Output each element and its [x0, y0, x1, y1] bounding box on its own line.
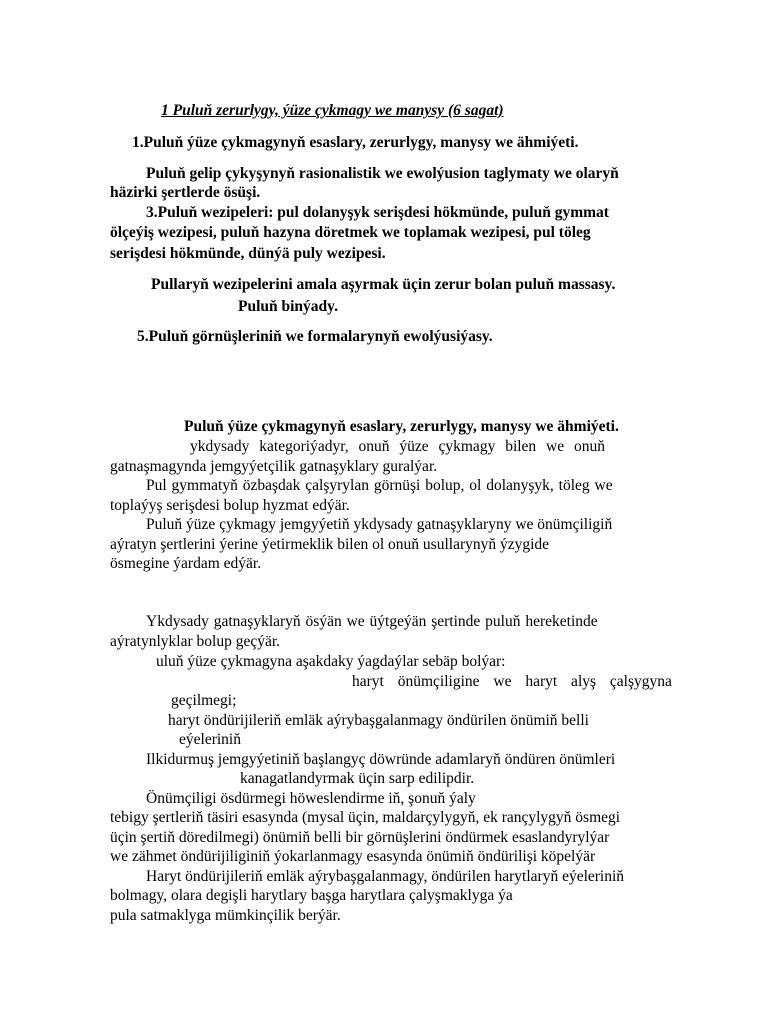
outline-item-4-line-1: Pullaryň wezipelerini amala aşyrmak üçin zerur bolan puluň massasy.	[151, 276, 616, 293]
outline-item-2-line-1	[146, 164, 712, 183]
outline-item-4-line-2: Puluň binýady.	[238, 298, 338, 315]
para-3-line-2: aýratyn şertlerini ýerine ýetirmeklik bilen ol onuň usullarynyň ýzygide	[110, 536, 550, 553]
para-3-line-1: Puluň ýüze çykmagy jemgyýetiň ykdysady gatnaşyklaryny we önümçiligiň	[146, 516, 613, 533]
para-5-line-2: haryt önümçiligine we haryt alyş çalşygyna	[352, 673, 672, 690]
para-1-line-1: ykdysady kategoriýadyr, onuň ýüze çykmagy bilen we onuň	[190, 438, 606, 455]
outline-item-5: 5.Puluň görnüşleriniň we formalarynyň ewolýusiýasy.	[137, 328, 493, 345]
outline-item-2-text-1: Puluň gelip çykyşynyň rasionalistik we ewolýusion taglymaty we olaryň	[146, 165, 619, 182]
para-8-line-1: Haryt öndürijileriň emläk aýrybaşgalanmagy, öndürilen harytlaryň eýeleriniň	[146, 868, 625, 885]
outline-item-3-line-1: 3.Puluň wezipeleri: pul dolanyşyk serişdesi hökmünde, puluň gymmat	[146, 204, 609, 221]
para-4-line-2: aýratynlyklar bolup geçýär.	[110, 633, 281, 650]
para-7-line-1: Önümçiligi ösdürmegi höweslendirme iň, şonuň ýaly	[146, 790, 476, 807]
para-2-line-2: toplaýyş serişdesi bolup hyzmat edýär.	[110, 497, 350, 514]
para-6-line-2: kanagatlandyrmak üçin sarp edilipdir.	[240, 770, 475, 787]
para-7-line-4: we zähmet öndürijiliginiň ýokarlanmagy esasynda önümiň öndürilişi köpelýär	[110, 848, 596, 865]
para-1-line-2: gatnaşmagynda jemgyýetçilik gatnaşyklary guralýar.	[110, 458, 438, 475]
para-4-line-1: Ykdysady gatnaşyklaryň ösýän we üýtgeýän şertinde puluň hereketinde	[146, 613, 598, 630]
para-7-line-2: tebigy şertleriň täsiri esasynda (mysal üçin, maldarçylygyň, ek rançylygyň ösmegi	[110, 809, 621, 826]
section-heading: Puluň ýüze çykmagynyň esaslary, zerurlygy, manysy we ähmiýeti.	[184, 418, 619, 435]
outline-item-3-line-3: serişdesi hökmünde, dünýä puly wezipesi.	[110, 245, 386, 262]
para-5-line-1: uluň ýüze çykmagyna aşakdaky ýagdaýlar sebäp bolýar:	[156, 653, 506, 670]
document-title: 1 Puluň zerurlygy, ýüze çykmagy we manysy (6 sagat)	[161, 102, 504, 119]
para-5-line-4: haryt öndürijileriň emläk aýrybaşgalanmagy öndürilen önümiň belli	[168, 712, 589, 729]
para-5-line-5: eýeleriniň	[179, 731, 241, 748]
para-8-line-2: bolmagy, olara degişli harytlary başga harytlara çalyşmaklyga ýa	[110, 887, 513, 904]
para-7-line-3: üçin şertiň döredilmegi) önümiň belli bir görnüşlerini öndürmek esaslandyrylýar	[110, 829, 610, 846]
outline-item-3-line-2: ölçeýiş wezipesi, puluň hazyna döretmek we toplamak wezipesi, pul töleg	[110, 224, 591, 241]
para-5-line-3: geçilmegi;	[171, 692, 237, 709]
para-8-line-3: pula satmaklyga mümkinçilik berýär.	[110, 907, 341, 924]
para-6-line-1: Ilkidurmuş jemgyýetiniň başlangyç döwründe adamlaryň öndüren önümleri	[146, 751, 616, 768]
outline-item-1: 1.Puluň ýüze çykmagynyň esaslary, zerurlygy, manysy we ähmiýeti.	[132, 134, 579, 151]
outline-item-2-line-2: häzirki şertlerde ösüşi.	[110, 184, 261, 201]
para-2-line-1: Pul gymmatyň özbaşdak çalşyrylan görnüşi bolup, ol dolanyşyk, töleg we	[146, 477, 613, 494]
para-3-line-3: ösmegine ýardam edýär.	[110, 555, 262, 572]
